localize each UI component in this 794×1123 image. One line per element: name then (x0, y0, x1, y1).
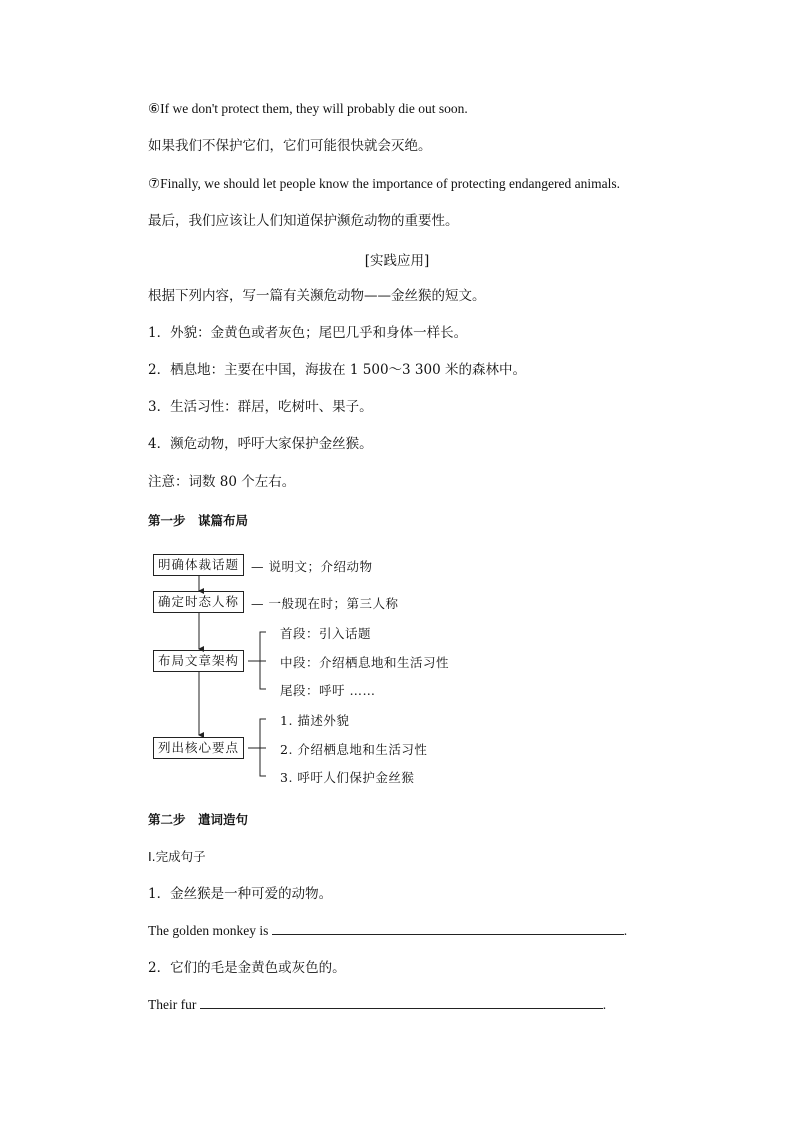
answer-blank-2[interactable] (200, 996, 603, 1009)
question-2-chinese: 2．它们的毛是金黄色或灰色的。 (148, 960, 346, 976)
box-key-points: 列出核心要点 (153, 737, 244, 759)
practice-heading: [实践应用] (364, 253, 430, 269)
box-genre-topic: 明确体裁话题 (153, 554, 244, 576)
sentence-6-chinese: 如果我们不保护它们，它们可能很快就会灭绝。 (148, 138, 432, 154)
key-point-item: 1. 描述外貌 (280, 713, 350, 728)
box-tense-person: 确定时态人称 (153, 591, 244, 613)
key-point-item: 3. 呼吁人们保护金丝猴 (280, 770, 415, 785)
box-structure: 布局文章架构 (153, 650, 244, 672)
question-1-chinese: 1．金丝猴是一种可爱的动物。 (148, 886, 333, 902)
step-2-subtitle: Ⅰ.完成句子 (148, 849, 206, 864)
practice-intro: 根据下列内容，写一篇有关濒危动物——金丝猴的短文。 (148, 288, 486, 304)
practice-item: 1．外貌：金黄色或者灰色；尾巴几乎和身体一样长。 (148, 325, 468, 341)
word-count-note: 注意：词数 80 个左右。 (148, 474, 296, 490)
answer-blank-1[interactable] (272, 922, 624, 935)
question-2-english-row (148, 996, 606, 1014)
structure-item: 首段：引入话题 (280, 626, 372, 641)
end-period: . (602, 997, 607, 1012)
tense-person-label: — 一般现在时；第三人称 (251, 596, 399, 611)
practice-item: 2．栖息地：主要在中国，海拔在 1 500～3 300 米的森林中。 (148, 362, 526, 378)
step-1-title: 第一步 谋篇布局 (148, 513, 249, 528)
question-1-prompt: The golden monkey is (148, 923, 269, 938)
question-1-english-row (148, 922, 627, 940)
genre-topic-label: — 说明文；介绍动物 (251, 559, 373, 574)
key-point-item: 2. 介绍栖息地和生活习性 (280, 742, 428, 757)
structure-item: 中段：介绍栖息地和生活习性 (280, 655, 450, 670)
sentence-7-chinese: 最后，我们应该让人们知道保护濒危动物的重要性。 (148, 213, 459, 229)
end-period: . (623, 923, 628, 938)
practice-item: 3．生活习性：群居，吃树叶、果子。 (148, 399, 373, 415)
question-2-prompt: Their fur (148, 997, 197, 1012)
structure-item: 尾段：呼吁 …… (280, 683, 376, 698)
practice-item: 4．濒危动物，呼吁大家保护金丝猴。 (148, 436, 373, 452)
sentence-7-english: ⑦Finally, we should let people know the importance of protecting endangered animals. (148, 176, 620, 191)
sentence-6-english: ⑥If we don't protect them, they will probably die out soon. (148, 101, 468, 116)
step-2-title: 第二步 遣词造句 (148, 812, 249, 827)
